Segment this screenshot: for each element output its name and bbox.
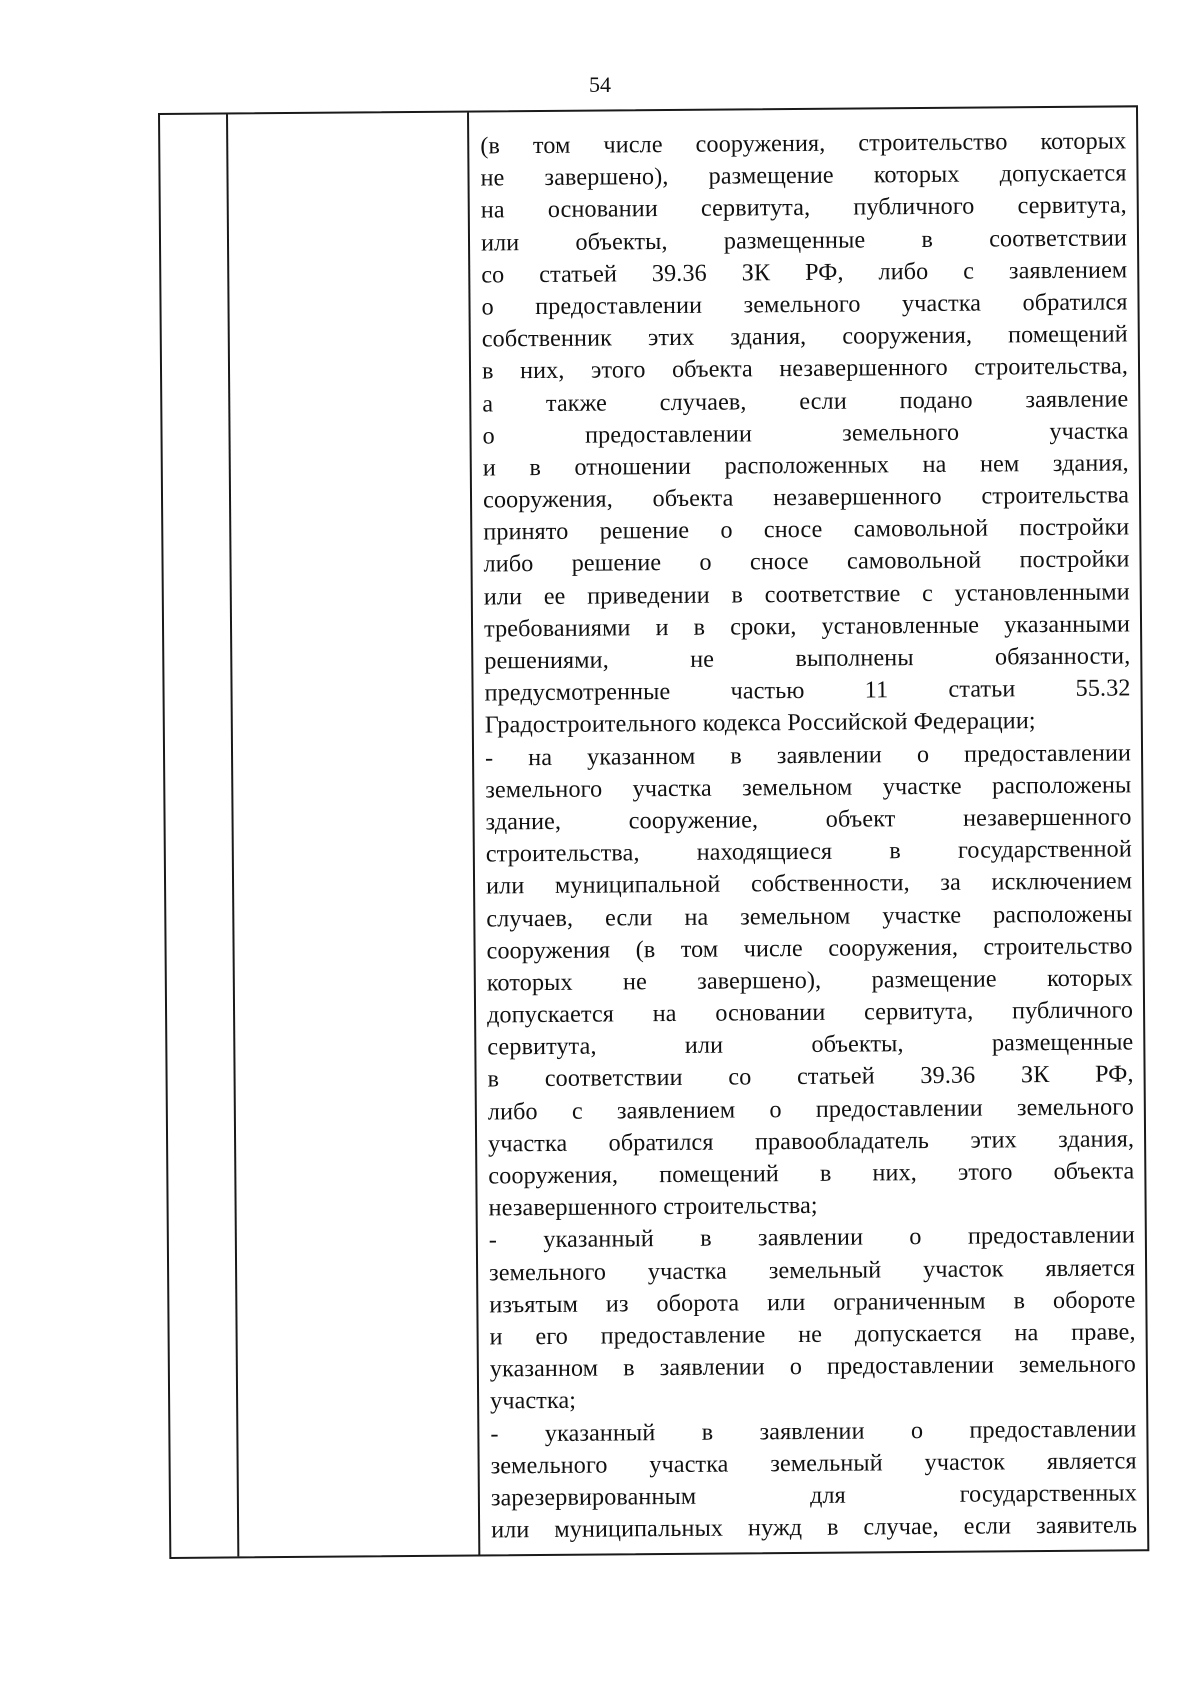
cell-text-line: земельного участка земельном участке расположены: [485, 771, 1132, 804]
cell-text-line: в них, этого объекта незавершенного строительства,: [481, 352, 1129, 385]
cell-text-line: строительства, находящиеся в государственной: [485, 835, 1132, 868]
cell-text-line: и в отношении расположенных на нем здания,: [482, 449, 1129, 482]
cell-text-line: или муниципальных нужд в случае, если заявитель: [491, 1511, 1138, 1544]
cell-text-line: в соответствии со статьей 39.36 ЗК РФ,: [487, 1060, 1134, 1093]
cell-text-line: земельного участка земельный участок является: [489, 1253, 1136, 1286]
cell-text-line: земельного участка земельный участок является: [490, 1447, 1137, 1480]
column-divider-1: [226, 114, 239, 1556]
cell-text-line: или объекты, размещенные в соответствии: [480, 223, 1128, 257]
cell-text-line: сооружения, помещений в них, этого объекта: [488, 1157, 1135, 1190]
cell-text-line: сооружения (в том числе сооружения, строительство: [486, 932, 1133, 965]
cell-text-line: или ее приведении в соответствие с установленными: [483, 578, 1130, 611]
cell-text-line: участка обратился правообладатель этих здания,: [487, 1125, 1135, 1158]
cell-text-line: принято решение о сносе самовольной постройки: [483, 513, 1130, 546]
cell-text-line: которых не завершено), размещение которых: [486, 964, 1133, 997]
column-divider-2: [467, 113, 480, 1555]
cell-text-line: сооружения, объекта незавершенного строительства: [482, 481, 1130, 514]
cell-text-line: зарезервированным для государственных: [490, 1479, 1137, 1512]
cell-text-line: незавершенного строительства;: [488, 1192, 818, 1222]
cell-text-line: и его предоставление не допускается на праве,: [489, 1318, 1136, 1351]
cell-text-line: решениями, не выполнены обязанности,: [484, 642, 1131, 675]
cell-text-line: изъятым из оборота или ограниченным в обороте: [489, 1286, 1136, 1319]
cell-text-line: (в том числе сооружения, строительство которых: [480, 127, 1127, 160]
requirements-table: [158, 105, 1149, 1559]
cell-text-line: допускается на основании сервитута, публичного: [486, 996, 1134, 1029]
cell-text-line: требованиями и в сроки, установленные указанными: [483, 610, 1131, 643]
table-cell-refusal-grounds: [480, 125, 1137, 1546]
page-number: 54: [589, 72, 611, 97]
cell-text-line: случаев, если на земельном участке расположены: [486, 899, 1133, 932]
cell-text-line: на основании сервитута, публичного сервитута,: [480, 191, 1127, 224]
cell-text-line: не завершено), размещение которых допускается: [480, 159, 1127, 192]
cell-text-line: либо решение о сносе самовольной постройки: [483, 545, 1130, 578]
cell-text-line: - на указанном в заявлении о предоставлении: [484, 738, 1132, 772]
cell-text-line: - указанный в заявлении о предоставлении: [488, 1221, 1135, 1254]
cell-text-line: здание, сооружение, объект незавершенного: [485, 803, 1132, 836]
cell-text-line: Градостроительного кодекса Российской Федерации;: [484, 707, 1036, 739]
cell-text-line: - указанный в заявлении о предоставлении: [490, 1414, 1137, 1447]
cell-text-line: собственник этих здания, сооружения, помещений: [481, 320, 1128, 353]
cell-text-line: указанном в заявлении о предоставлении земельного: [489, 1350, 1136, 1383]
cell-text-line: а также случаев, если подано заявление: [482, 384, 1129, 417]
cell-text-line: о предоставлении земельного участка обратился: [481, 288, 1128, 321]
cell-text-line: либо с заявлением о предоставлении земельного: [487, 1092, 1134, 1126]
cell-text-line: предусмотренные частью 11 статьи 55.32: [484, 674, 1131, 707]
cell-text-line: со статьей 39.36 ЗК РФ, либо с заявлением: [481, 256, 1128, 289]
cell-text-line: сервитута, или объекты, размещенные: [487, 1028, 1134, 1061]
cell-text-line: о предоставлении земельного участка: [482, 417, 1129, 450]
cell-text-line: участка;: [490, 1387, 577, 1415]
cell-text-line: или муниципальной собственности, за исключением: [485, 867, 1133, 900]
